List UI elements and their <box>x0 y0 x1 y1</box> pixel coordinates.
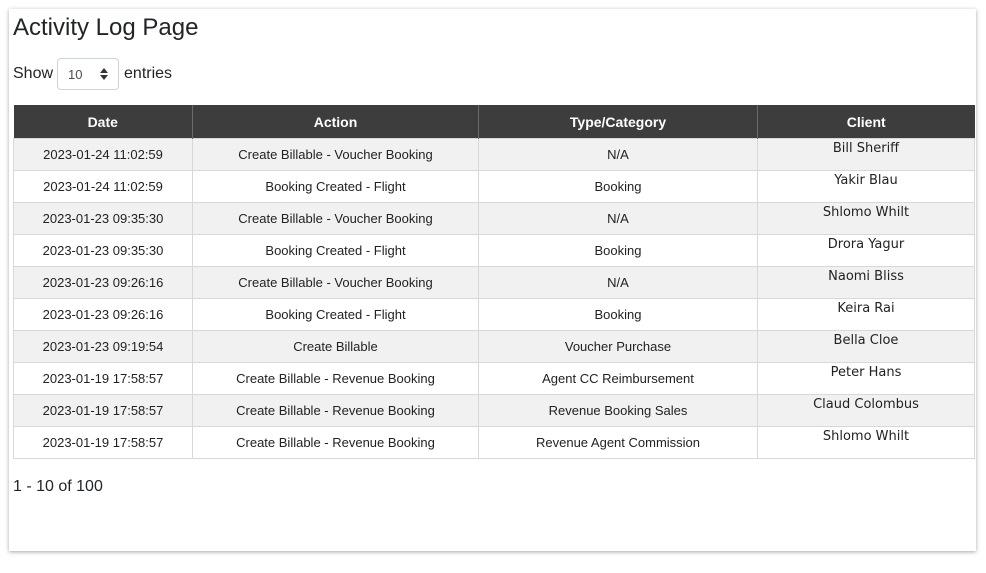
page-title: Activity Log Page <box>13 14 199 41</box>
date-cell: 2023-01-19 17:58:57 <box>14 363 193 395</box>
table-row <box>14 395 975 427</box>
action-cell: Booking Created - Flight <box>193 235 479 267</box>
type-cell: Revenue Agent Commission <box>479 427 758 459</box>
action-cell: Create Billable - Voucher Booking <box>193 203 479 235</box>
action-cell: Create Billable - Voucher Booking <box>193 139 479 171</box>
date-cell: 2023-01-23 09:19:54 <box>14 331 193 363</box>
client-cell: Keira Rai <box>758 299 975 331</box>
date-cell: 2023-01-19 17:58:57 <box>14 395 193 427</box>
client-cell: Naomi Bliss <box>758 267 975 299</box>
date-cell: 2023-01-23 09:26:16 <box>14 267 193 299</box>
client-cell: Peter Hans <box>758 363 975 395</box>
action-cell: Create Billable - Voucher Booking <box>193 267 479 299</box>
table-row <box>14 299 975 331</box>
client-cell: Bill Sheriff <box>758 139 975 171</box>
pagination-info: 1 - 10 of 100 <box>13 478 103 495</box>
client-cell: Shlomo Whilt <box>758 203 975 235</box>
client-cell: Shlomo Whilt <box>758 427 975 459</box>
table-row <box>14 331 975 363</box>
table-row <box>14 139 975 171</box>
entries-per-page-select[interactable] <box>57 58 119 90</box>
table-header-row <box>14 105 975 139</box>
table-row <box>14 235 975 267</box>
action-cell: Create Billable - Revenue Booking <box>193 363 479 395</box>
type-cell: Revenue Booking Sales <box>479 395 758 427</box>
table-row <box>14 171 975 203</box>
date-cell: 2023-01-23 09:35:30 <box>14 235 193 267</box>
type-cell: Voucher Purchase <box>479 331 758 363</box>
client-cell: Drora Yagur <box>758 235 975 267</box>
type-cell: Agent CC Reimbursement <box>479 363 758 395</box>
date-cell: 2023-01-23 09:35:30 <box>14 203 193 235</box>
date-cell: 2023-01-19 17:58:57 <box>14 427 193 459</box>
action-cell: Create Billable - Revenue Booking <box>193 427 479 459</box>
table-row <box>14 203 975 235</box>
date-cell: 2023-01-24 11:02:59 <box>14 171 193 203</box>
entries-per-page-value: 10 <box>68 66 83 82</box>
column-header-client[interactable]: Client <box>758 105 975 139</box>
table-row <box>14 363 975 395</box>
date-cell: 2023-01-23 09:26:16 <box>14 299 193 331</box>
activity-log-table <box>13 105 975 459</box>
client-cell: Claud Colombus <box>758 395 975 427</box>
show-label: Show <box>13 65 54 82</box>
client-cell: Yakir Blau <box>758 171 975 203</box>
action-cell: Booking Created - Flight <box>193 171 479 203</box>
select-caret-icon <box>100 68 108 80</box>
type-cell: Booking <box>479 171 758 203</box>
entries-label: entries <box>124 65 173 82</box>
table-row <box>14 267 975 299</box>
activity-log-card <box>9 9 976 551</box>
action-cell: Create Billable <box>193 331 479 363</box>
action-cell: Create Billable - Revenue Booking <box>193 395 479 427</box>
column-header-date[interactable]: Date <box>14 105 193 139</box>
type-cell: N/A <box>479 139 758 171</box>
type-cell: Booking <box>479 299 758 331</box>
date-cell: 2023-01-24 11:02:59 <box>14 139 193 171</box>
entries-length-control <box>13 58 172 90</box>
type-cell: N/A <box>479 203 758 235</box>
type-cell: Booking <box>479 235 758 267</box>
table-row <box>14 427 975 459</box>
column-header-type-category[interactable]: Type/Category <box>479 105 758 139</box>
client-cell: Bella Cloe <box>758 331 975 363</box>
type-cell: N/A <box>479 267 758 299</box>
action-cell: Booking Created - Flight <box>193 299 479 331</box>
column-header-action[interactable]: Action <box>193 105 479 139</box>
